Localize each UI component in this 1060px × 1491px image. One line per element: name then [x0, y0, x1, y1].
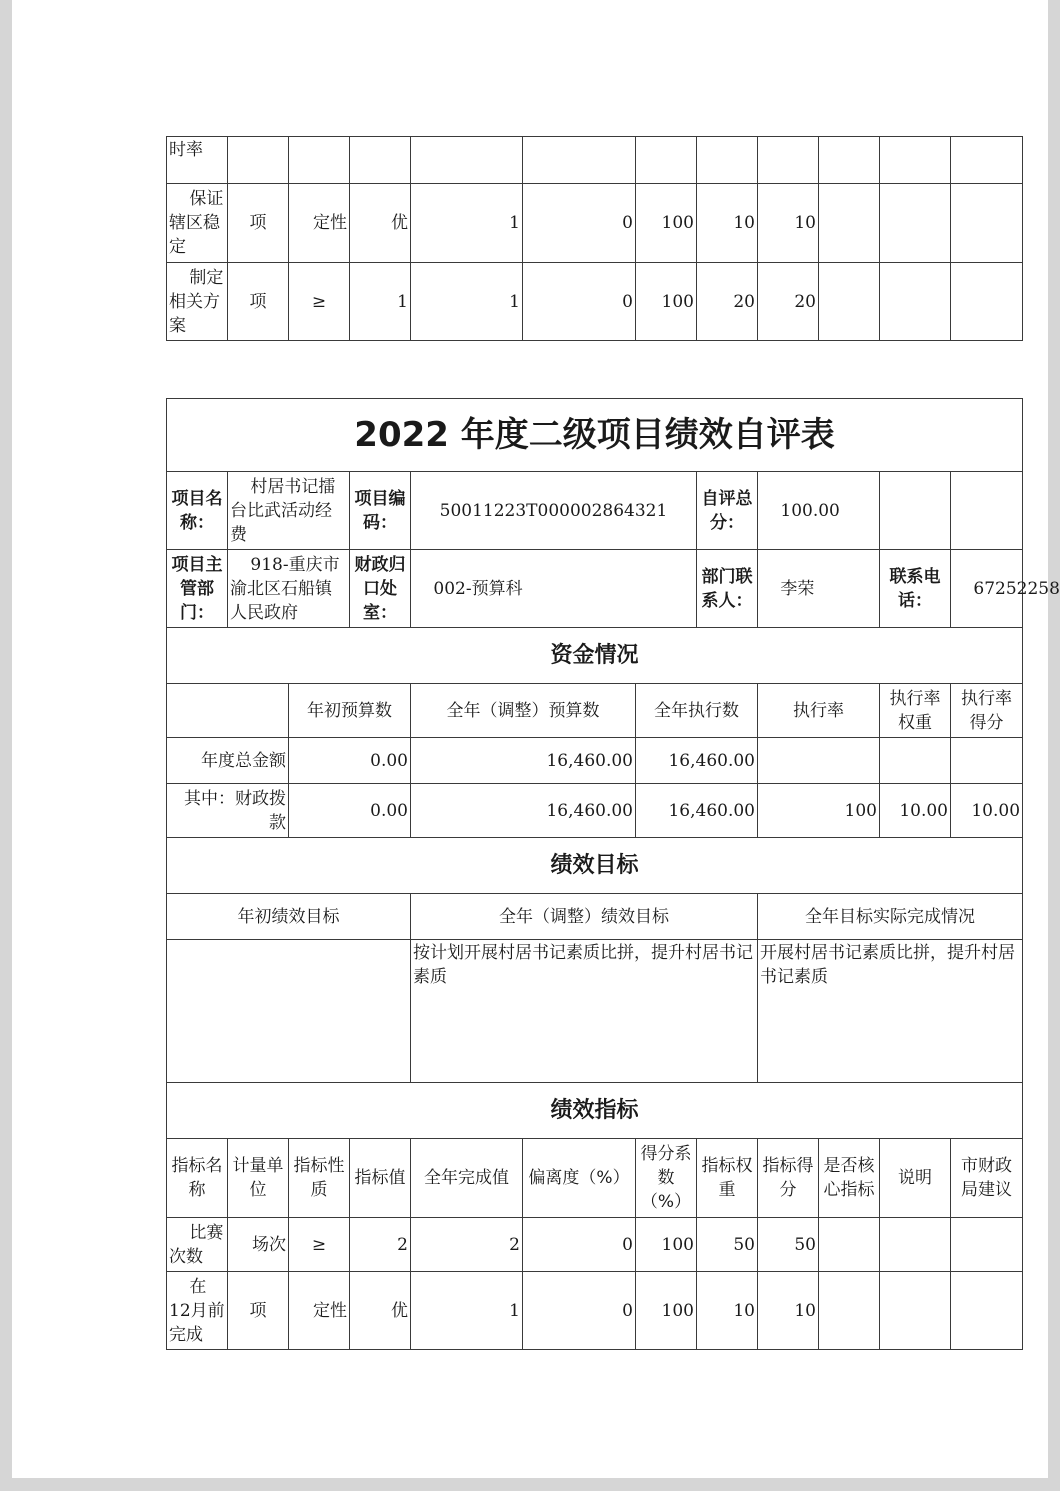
header-coefficient: 得分系数（%） — [636, 1139, 697, 1218]
indicator-unit: 项 — [228, 184, 289, 263]
indicator-done: 1 — [411, 184, 523, 263]
indicators-section-title: 绩效指标 — [167, 1083, 1023, 1139]
table-row — [167, 738, 1023, 784]
funds-rate-weight: 10.00 — [880, 784, 951, 838]
funds-adjusted: 16,460.00 — [411, 738, 636, 784]
indicator-coefficient: 100 — [636, 184, 697, 263]
table-row — [167, 784, 1023, 838]
indicator-coefficient: 100 — [636, 263, 697, 341]
funds-header-rate: 执行率 — [758, 684, 880, 738]
indicator-score: 50 — [758, 1218, 819, 1272]
indicator-score: 10 — [758, 184, 819, 263]
header-score: 指标得分 — [758, 1139, 819, 1218]
funds-initial: 0.00 — [289, 738, 411, 784]
self-evaluation-form — [166, 398, 1060, 1350]
indicator-nature: ≥ — [289, 263, 350, 341]
goals-header-row — [167, 894, 1023, 940]
table-row — [167, 184, 1023, 263]
indicator-weight: 20 — [697, 263, 758, 341]
table-row — [167, 1272, 1023, 1350]
goals-adjusted-text: 按计划开展村居书记素质比拼，提升村居书记素质 — [411, 940, 758, 1083]
header-advice: 市财政局建议 — [951, 1139, 1023, 1218]
indicator-unit: 项 — [228, 1272, 289, 1350]
header-done: 全年完成值 — [411, 1139, 523, 1218]
funds-rate: 100 — [758, 784, 880, 838]
goals-header-adjusted: 全年（调整）绩效目标 — [411, 894, 758, 940]
indicator-score: 10 — [758, 1272, 819, 1350]
indicator-coefficient: 100 — [636, 1272, 697, 1350]
indicator-weight: 50 — [697, 1218, 758, 1272]
goals-initial-text — [167, 940, 411, 1083]
indicator-done: 1 — [411, 263, 523, 341]
project-code-label: 项目编码： — [350, 472, 411, 550]
goals-header-actual: 全年目标实际完成情况 — [758, 894, 1023, 940]
indicators-header-row — [167, 1139, 1023, 1218]
indicator-coefficient: 100 — [636, 1218, 697, 1272]
goals-header-initial: 年初绩效目标 — [167, 894, 411, 940]
department-value: 918-重庆市渝北区石船镇人民政府 — [228, 550, 350, 628]
project-info-row — [167, 472, 1023, 550]
phone-label: 联系电话： — [880, 550, 951, 628]
indicator-unit: 场次 — [228, 1218, 289, 1272]
indicator-nature: 定性 — [289, 184, 350, 263]
header-weight: 指标权重 — [697, 1139, 758, 1218]
indicator-done: 1 — [411, 1272, 523, 1350]
funds-header-rate-weight: 执行率权重 — [880, 684, 951, 738]
finance-office-label: 财政归口处室： — [350, 550, 411, 628]
indicator-target: 优 — [350, 184, 411, 263]
form-title: 2022 年度二级项目绩效自评表 — [167, 399, 1023, 472]
table-row — [167, 263, 1023, 341]
indicator-weight: 10 — [697, 1272, 758, 1350]
funds-rate-weight — [880, 738, 951, 784]
funds-rate-score: 10.00 — [951, 784, 1023, 838]
indicator-target: 1 — [350, 263, 411, 341]
funds-header-rate-score: 执行率得分 — [951, 684, 1023, 738]
indicator-name: 比赛次数 — [167, 1218, 228, 1272]
funds-executed: 16,460.00 — [636, 784, 758, 838]
header-nature: 指标性质 — [289, 1139, 350, 1218]
project-name-value: 村居书记擂台比武活动经费 — [228, 472, 350, 550]
header-deviation: 偏离度（%） — [523, 1139, 636, 1218]
indicator-deviation: 0 — [523, 1272, 636, 1350]
indicator-name: 在12月前完成 — [167, 1272, 228, 1350]
self-score-label: 自评总分： — [697, 472, 758, 550]
department-label: 项目主管部门： — [167, 550, 228, 628]
indicator-score: 20 — [758, 263, 819, 341]
contact-value: 李荣 — [758, 550, 880, 628]
project-name-label: 项目名称： — [167, 472, 228, 550]
indicator-name: 保证辖区稳定 — [167, 184, 228, 263]
funds-adjusted: 16,460.00 — [411, 784, 636, 838]
funds-header-adjusted: 全年（调整）预算数 — [411, 684, 636, 738]
indicator-name: 制定相关方案 — [167, 263, 228, 341]
funds-rate — [758, 738, 880, 784]
indicator-name: 时率 — [167, 137, 228, 184]
indicator-unit: 项 — [228, 263, 289, 341]
header-unit: 计量单位 — [228, 1139, 289, 1218]
funds-executed: 16,460.00 — [636, 738, 758, 784]
indicator-deviation: 0 — [523, 263, 636, 341]
goals-section-title: 绩效目标 — [167, 838, 1023, 894]
project-code-value: 50011223T000002864321 — [411, 472, 697, 550]
funds-initial: 0.00 — [289, 784, 411, 838]
funds-rate-score — [951, 738, 1023, 784]
header-core: 是否核心指标 — [819, 1139, 880, 1218]
header-note: 说明 — [880, 1139, 951, 1218]
indicator-nature: ≥ — [289, 1218, 350, 1272]
funds-header-initial: 年初预算数 — [289, 684, 411, 738]
indicator-done: 2 — [411, 1218, 523, 1272]
funds-header-row — [167, 684, 1023, 738]
phone-value: 67252258 — [951, 550, 1023, 628]
indicator-target: 优 — [350, 1272, 411, 1350]
finance-office-value: 002-预算科 — [411, 550, 697, 628]
indicator-deviation: 0 — [523, 184, 636, 263]
indicator-target: 2 — [350, 1218, 411, 1272]
funds-row-label: 年度总金额 — [167, 738, 289, 784]
indicator-deviation: 0 — [523, 1218, 636, 1272]
table-row — [167, 137, 1023, 184]
funds-header-executed: 全年执行数 — [636, 684, 758, 738]
goals-actual-text: 开展村居书记素质比拼，提升村居书记素质 — [758, 940, 1023, 1083]
funds-row-label: 其中：财政拨款 — [167, 784, 289, 838]
table-row — [167, 1218, 1023, 1272]
document-page — [12, 0, 1060, 1478]
continued-indicator-table — [166, 136, 1023, 341]
contact-label: 部门联系人： — [697, 550, 758, 628]
department-info-row — [167, 550, 1023, 628]
self-score-value: 100.00 — [758, 472, 880, 550]
goals-content-row — [167, 940, 1023, 1083]
header-target: 指标值 — [350, 1139, 411, 1218]
header-indicator-name: 指标名称 — [167, 1139, 228, 1218]
indicator-nature: 定性 — [289, 1272, 350, 1350]
indicator-weight: 10 — [697, 184, 758, 263]
funds-section-title: 资金情况 — [167, 628, 1023, 684]
